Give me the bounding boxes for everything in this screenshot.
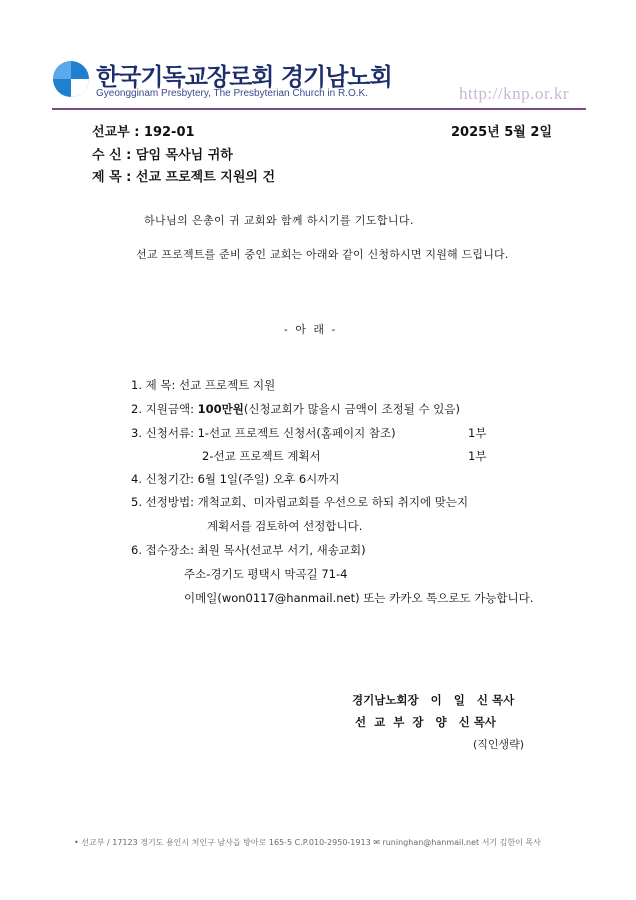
subject-line: 제 목 : 선교 프로젝트 지원의 건: [92, 170, 276, 185]
footer-contact: [74, 837, 541, 848]
greeting-paragraph: 하나님의 은총이 귀 교회와 함께 하시기를 기도합니다.: [144, 214, 414, 227]
amount-label: 2. 지원금액:: [131, 402, 198, 416]
footer-text: 선교부 / 17123 경기도 용인시 처인구 남사읍 방아로 165-5 C.P.010-2950-1913 ✉ runinghan@hanmail.net 서기 김한이 목사: [81, 838, 541, 847]
recipient-line: 수 신 : 담임 목사님 귀하: [92, 148, 233, 163]
documents-2-count: 1부: [468, 449, 487, 463]
seal-omitted-note: (직인생략): [473, 738, 525, 751]
document-number: 선교부 : 192-01: [92, 125, 195, 140]
website-url[interactable]: http://knp.or.kr: [459, 84, 569, 103]
circle-wedge-logo-icon: [52, 60, 90, 98]
submission-email: 이메일(won0117@hanmail.net) 또는 카카오 톡으로도 가능합니다.: [184, 591, 534, 605]
document-date: 2025년 5월 2일: [451, 125, 552, 140]
list-item-period: 4. 신청기간: 6월 1일(주일) 오후 6시까지: [131, 472, 340, 486]
organization-english-name: Gyeongginam Presbytery, The Presbyterian Church in R.O.K.: [96, 88, 368, 99]
documents-1-count: 1부: [468, 426, 487, 440]
list-item-title: 1. 제 목: 선교 프로젝트 지원: [131, 378, 276, 392]
signature-moderator: 경기남노회장 이 일 신 목사: [352, 693, 515, 707]
organization-name: 한국기독교장로회 경기남노회: [96, 63, 392, 91]
amount-value: 100만원: [197, 402, 244, 416]
list-item-selection: 5. 선정방법: 개척교회、미자립교회를 우선으로 하되 취지에 맞는지: [131, 495, 469, 509]
list-item-submission: 6. 접수장소: 최원 목사(선교부 서기, 새송교회): [131, 543, 366, 557]
list-item-documents-1: 3. 신청서류: 1-선교 프로젝트 신청서(홈페이지 참조): [131, 426, 396, 440]
list-item-documents-2: 2-선교 프로젝트 계획서: [202, 449, 321, 463]
below-heading: - 아 래 -: [284, 323, 338, 336]
header-divider: [52, 108, 586, 110]
footer-bullet: •: [74, 838, 79, 847]
submission-address: 주소-경기도 평택시 막곡길 71-4: [184, 567, 348, 581]
list-item-selection-cont: 계획서를 검토하여 선정합니다.: [207, 519, 363, 533]
amount-note: (신청교회가 많을시 금액이 조정될 수 있음): [243, 402, 460, 416]
signature-mission-head: 선 교 부 장 양 신 목사: [355, 715, 496, 729]
intro-paragraph: 선교 프로젝트를 준비 중인 교회는 아래와 같이 신청하시면 지원해 드립니다.: [136, 248, 509, 261]
list-item-amount: [131, 401, 460, 417]
